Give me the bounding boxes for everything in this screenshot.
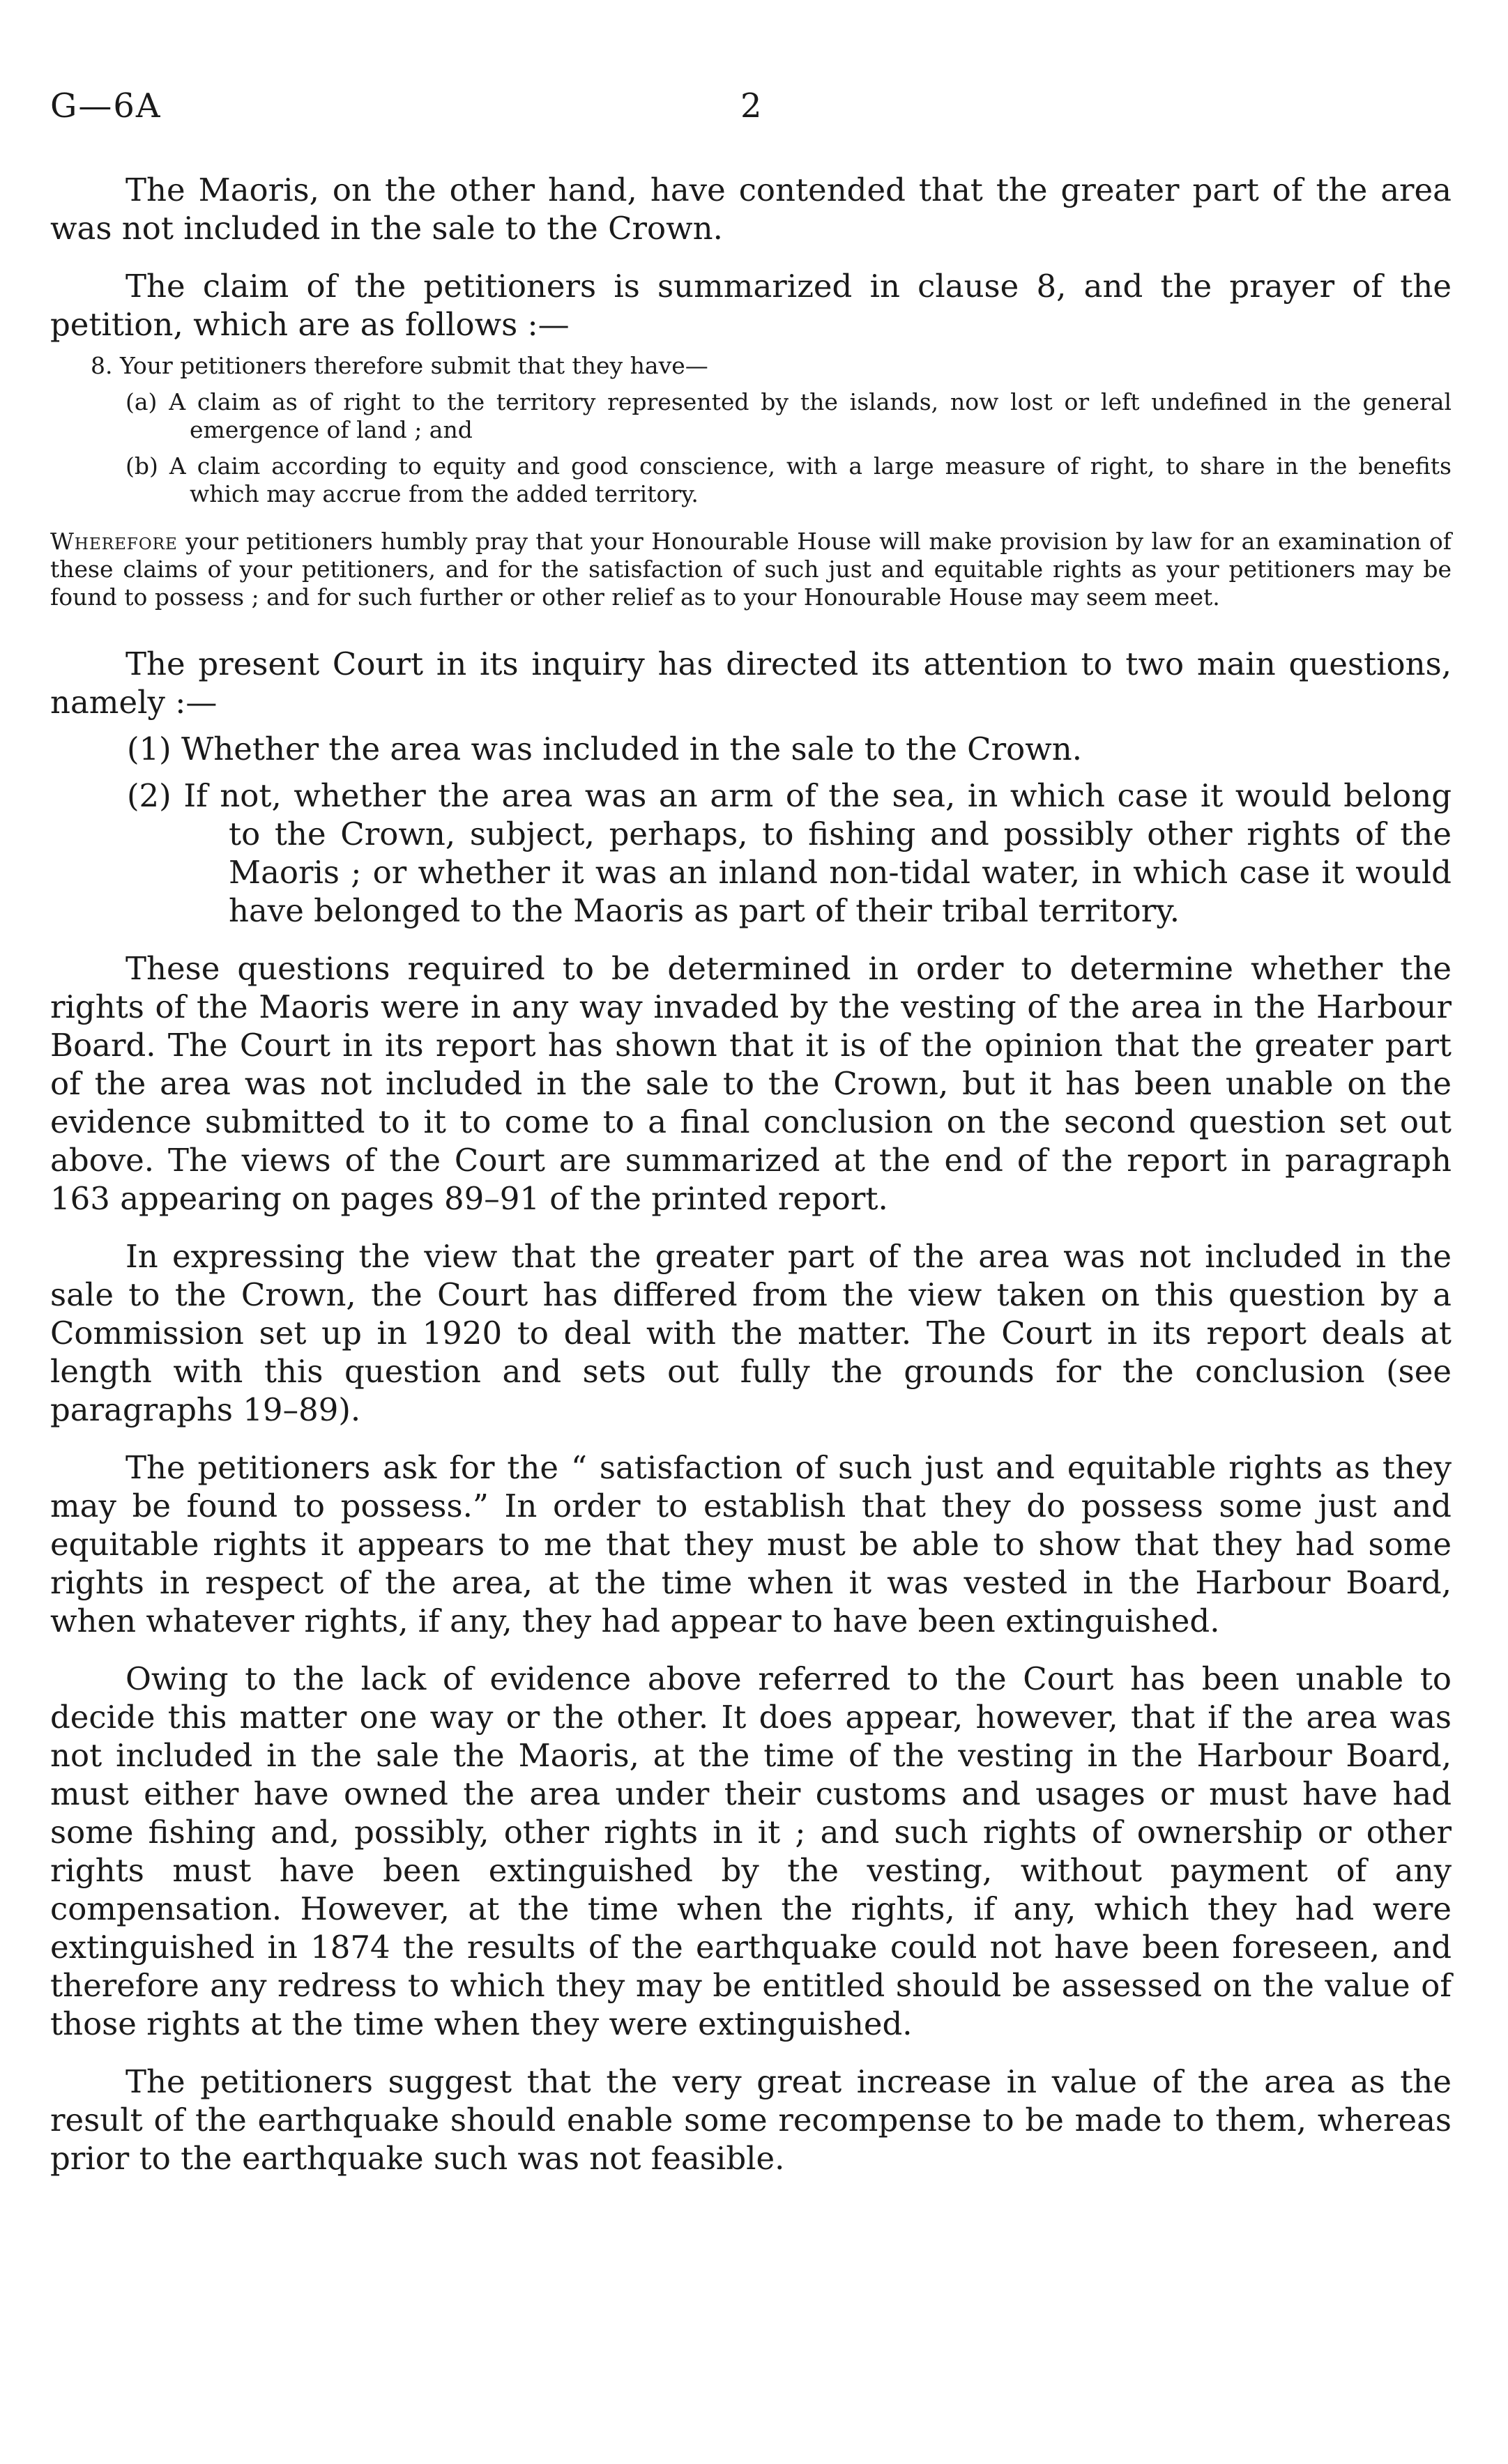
paragraph-earthquake-value: The petitioners suggest that the very great increase in value of the area as the result of the earthquake should enable some recompense to be made to them, whereas prior to the earthquake such was not feasible.	[50, 2063, 1452, 2177]
clause-8-heading: 8. Your petitioners therefore submit that they have—	[91, 352, 708, 379]
clause-8b: (b) A claim according to equity and good conscience, with a large measure of right, to share in the benefits which may accrue from the added territory.	[125, 452, 1452, 507]
paragraph-lack-of-evidence: Owing to the lack of evidence above referred to the Court has been unable to decide this matter one way or the other. It does appear, however, that if the area was not included in the sale the Maoris, at the time of the vesting in the Harbour Board, must either have owned the area under their customs and usages or must have had some fishing and, possibly, other rights in it ; and such rights of ownership or other rights must have been extinguished by the vesting, without payment of any compensation. However, at the time when the rights, if any, which they had were extinguished in 1874 the results of the earthquake could not have been foreseen, and therefore any redress to which they may be entitled should be assessed on the value of those rights at the time when they were extinguished.	[50, 1660, 1452, 2042]
question-2: (2) If not, whether the area was an arm of the sea, in which case it would belong to the Crown, subject, perhaps, to fishing and possibly other rights of the Maoris ; or whether it was an inland non-tidal water, in which case it would have belonged to the Maoris as part of their tribal territory.	[127, 777, 1452, 929]
wherefore-lead: Wherefore	[50, 528, 178, 555]
paragraph-court-differed: In expressing the view that the greater part of the area was not included in the sale to the Crown, the Court has differed from the view taken on this question by a Commission set up in 1920 to deal with the matter. The Court in its report deals at length with this question and sets out fully the grounds for the conclusion (see paragraphs 19–89).	[50, 1238, 1452, 1428]
paragraph-main-questions: The present Court in its inquiry has directed its attention to two main questions, namely :—	[50, 645, 1452, 721]
page-number: 2	[740, 86, 762, 125]
petition-quote	[50, 352, 1452, 611]
paragraph-maoris-contention: The Maoris, on the other hand, have contended that the greater part of the area was not included in the sale to the Crown.	[50, 171, 1452, 247]
wherefore-prayer	[50, 528, 1452, 611]
document-code: G—6A	[50, 86, 162, 125]
clause-8a: (a) A claim as of right to the territory represented by the islands, now lost or left undefined in the general emergence of land ; and	[125, 388, 1452, 443]
paragraph-equitable-rights: The petitioners ask for the “ satisfaction of such just and equitable rights as they may be found to possess.” In order to establish that they do possess some just and equitable rights it appears to me that they must be able to show that they had some rights in respect of the area, at the time when it was vested in the Harbour Board, when whatever rights, if any, they had appear to have been extinguished.	[50, 1449, 1452, 1639]
document-body	[50, 171, 1452, 2178]
paragraph-claim-summary: The claim of the petitioners is summarized in clause 8, and the prayer of the petition, which are as follows :—	[50, 268, 1452, 343]
wherefore-text: your petitioners humbly pray that your Honourable House will make provision by law for an examination of these claims of your petitioners, and for the satisfaction of such just and equitable rights as your petitioners may be found to possess ; and for such further or other relief as to your Honourable House may seem meet.	[50, 528, 1452, 611]
page-header	[50, 86, 1452, 135]
document-page	[50, 0, 1452, 2464]
paragraph-questions-determined: These questions required to be determined in order to determine whether the rights of the Maoris were in any way invaded by the vesting of the area in the Harbour Board. The Court in its report has shown that it is of the opinion that the greater part of the area was not included in the sale to the Crown, but it has been unable on the evidence submitted to it to come to a final conclusion on the second question set out above. The views of the Court are summarized at the end of the report in paragraph 163 appearing on pages 89–91 of the printed report.	[50, 950, 1452, 1217]
question-1: (1) Whether the area was included in the sale to the Crown.	[127, 730, 1083, 767]
